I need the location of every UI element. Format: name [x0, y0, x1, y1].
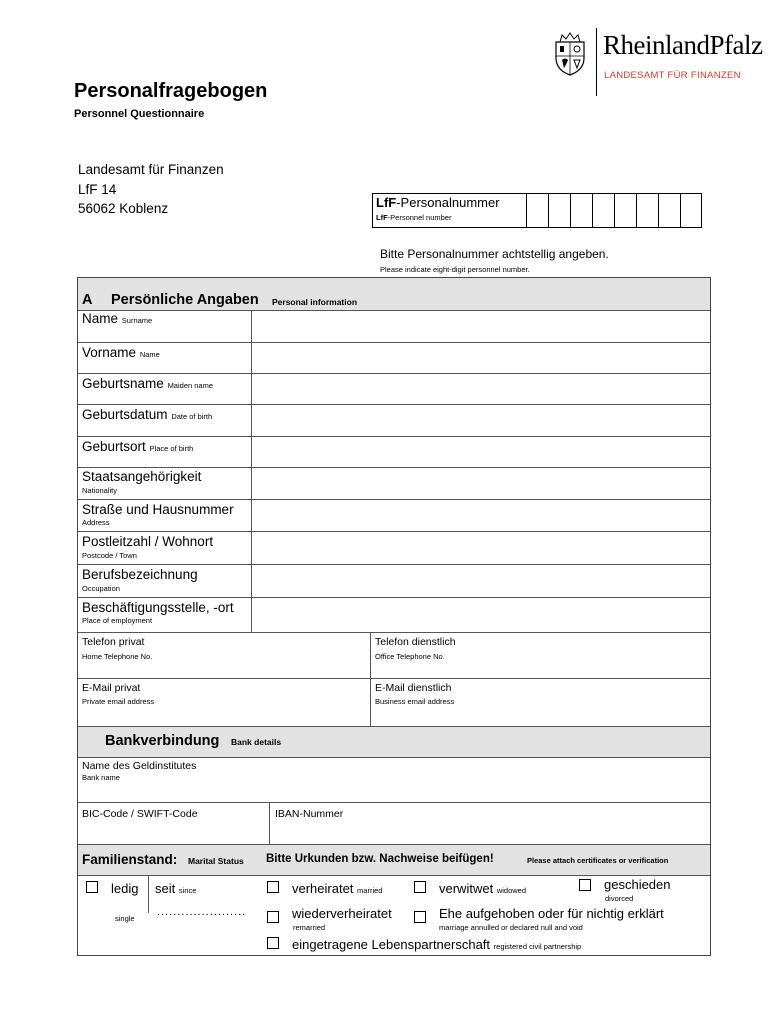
- birth-date-input[interactable]: [256, 409, 706, 433]
- personnel-digit-2[interactable]: [548, 193, 570, 228]
- private-email-field[interactable]: [78, 679, 370, 726]
- field-sublabel-employment: Place of employment: [82, 616, 153, 625]
- bic-field[interactable]: [78, 803, 269, 844]
- address-line-3: 56062 Koblenz: [78, 201, 169, 216]
- personnel-number-sublabel: LfF-Personnel number: [376, 213, 452, 222]
- private-email-label: E-Mail privat: [82, 682, 141, 694]
- field-sublabel-nationality: Nationality: [82, 486, 118, 495]
- row-divider: [78, 597, 710, 598]
- partnership-checkbox[interactable]: [267, 937, 279, 949]
- coat-of-arms-icon: [552, 32, 588, 76]
- label-column-divider: [251, 310, 252, 632]
- personnel-number-hint: Bitte Personalnummer achtstellig angeben.: [380, 247, 609, 261]
- nationality-input[interactable]: [256, 472, 706, 496]
- field-sublabel-postcode-town: Postcode / Town: [82, 551, 137, 560]
- field-label-postcode-town: Postleitzahl / Wohnort: [82, 534, 214, 549]
- postcode-town-input[interactable]: [256, 536, 706, 560]
- since-label: seit since: [155, 881, 197, 896]
- personnel-digit-3[interactable]: [570, 193, 592, 228]
- section-a-title: Persönliche Angaben: [111, 292, 259, 308]
- personnel-digit-8[interactable]: [680, 193, 702, 228]
- annulled-label: Ehe aufgehoben oder für nichtig erklärt: [439, 906, 664, 921]
- row-divider: [78, 467, 710, 468]
- field-sublabel-occupation: Occupation: [82, 584, 120, 593]
- surname-input[interactable]: [256, 315, 706, 339]
- business-email-label: E-Mail dienstlich: [375, 682, 452, 694]
- address-input[interactable]: [256, 504, 706, 528]
- field-label-occupation: Berufsbezeichnung: [82, 567, 198, 582]
- office-phone-field[interactable]: [371, 633, 710, 678]
- logo-divider: [596, 28, 597, 96]
- logo-agency-name: LANDESAMT FÜR FINANZEN: [604, 70, 741, 81]
- marital-title-en: Marital Status: [188, 856, 244, 866]
- field-label-birth-date: Geburtsdatum Date of birth: [82, 407, 213, 422]
- personnel-digit-5[interactable]: [614, 193, 636, 228]
- office-phone-label: Telefon dienstlich: [375, 636, 456, 648]
- iban-label: IBAN-Nummer: [275, 808, 344, 820]
- address-line-2: LfF 14: [78, 182, 117, 197]
- single-checkbox[interactable]: [86, 881, 98, 893]
- page-title: Personalfragebogen: [74, 80, 268, 102]
- single-label-en: single: [115, 914, 135, 923]
- row-divider: [78, 436, 710, 437]
- married-label: verheiratet married: [292, 881, 383, 896]
- partnership-label: eingetragene Lebenspartnerschaft registered civil partnership: [292, 937, 582, 952]
- row-divider: [78, 373, 710, 374]
- home-phone-sublabel: Home Telephone No.: [82, 652, 153, 661]
- single-label: ledig: [111, 881, 139, 896]
- page-subtitle: Personnel Questionnaire: [74, 108, 205, 120]
- row-divider: [78, 404, 710, 405]
- bank-name-sublabel: Bank name: [82, 773, 120, 782]
- personnel-digit-4[interactable]: [592, 193, 614, 228]
- bank-title: Bankverbindung: [105, 733, 220, 749]
- business-email-sublabel: Business email address: [375, 697, 455, 706]
- field-label-address: Straße und Hausnummer: [82, 502, 234, 517]
- field-label-nationality: Staatsangehörigkeit: [82, 469, 202, 484]
- row-divider: [78, 310, 710, 311]
- row-divider: [78, 564, 710, 565]
- section-a-title-en: Personal information: [272, 297, 358, 307]
- annulled-checkbox[interactable]: [414, 911, 426, 923]
- bank-name-label: Name des Geldinstitutes: [82, 760, 197, 772]
- business-email-field[interactable]: [371, 679, 710, 726]
- certificate-note: Bitte Urkunden bzw. Nachweise beifügen!: [266, 853, 494, 865]
- bank-title-en: Bank details: [231, 737, 282, 747]
- personnel-number-label: LfF-Personalnummer: [376, 195, 500, 210]
- private-email-sublabel: Private email address: [82, 697, 155, 706]
- section-a-letter: A: [82, 292, 93, 308]
- divorced-checkbox[interactable]: [579, 879, 591, 891]
- personnel-number-hint-en: Please indicate eight-digit personnel number.: [380, 265, 530, 274]
- married-checkbox[interactable]: [267, 881, 279, 893]
- annulled-label-en: marriage annulled or declared null and void: [439, 923, 583, 932]
- occupation-input[interactable]: [256, 569, 706, 593]
- since-date-input[interactable]: ......................: [157, 906, 247, 918]
- employment-input[interactable]: [256, 602, 706, 628]
- bic-label: BIC-Code / SWIFT-Code: [82, 808, 198, 820]
- personnel-digit-1[interactable]: [526, 193, 548, 228]
- home-phone-label: Telefon privat: [82, 636, 145, 648]
- personnel-digit-6[interactable]: [636, 193, 658, 228]
- row-divider: [78, 342, 710, 343]
- field-label-first-name: Vorname Name: [82, 345, 160, 360]
- field-label-surname: Name Surname: [82, 311, 153, 326]
- row-divider: [78, 531, 710, 532]
- single-divider: [148, 875, 149, 913]
- field-label-maiden-name: Geburtsname Maiden name: [82, 376, 214, 391]
- birth-place-input[interactable]: [256, 441, 706, 465]
- divorced-label: geschieden: [604, 877, 671, 892]
- personnel-digit-7[interactable]: [658, 193, 680, 228]
- iban-field[interactable]: [270, 803, 710, 844]
- address-line-1: Landesamt für Finanzen: [78, 162, 224, 177]
- home-phone-field[interactable]: [78, 633, 370, 678]
- logo-wordmark: RheinlandPfalz: [603, 30, 763, 60]
- widowed-label: verwitwet widowed: [439, 881, 526, 896]
- maiden-name-input[interactable]: [256, 378, 706, 402]
- certificate-note-en: Please attach certificates or verification: [527, 856, 669, 865]
- bank-name-field[interactable]: [78, 758, 710, 802]
- row-divider: [78, 499, 710, 500]
- remarried-checkbox[interactable]: [267, 911, 279, 923]
- field-sublabel-address: Address: [82, 518, 110, 527]
- marital-title: Familienstand:: [82, 852, 178, 867]
- divorced-label-en: divorced: [605, 894, 634, 903]
- office-phone-sublabel: Office Telephone No.: [375, 652, 445, 661]
- remarried-label-en: remarried: [293, 923, 326, 932]
- remarried-label: wiederverheiratet: [292, 906, 392, 921]
- widowed-checkbox[interactable]: [414, 881, 426, 893]
- row-divider: [78, 875, 710, 876]
- first-name-input[interactable]: [256, 347, 706, 371]
- field-label-birth-place: Geburtsort Place of birth: [82, 439, 194, 454]
- field-label-employment: Beschäftigungsstelle, -ort: [82, 600, 234, 615]
